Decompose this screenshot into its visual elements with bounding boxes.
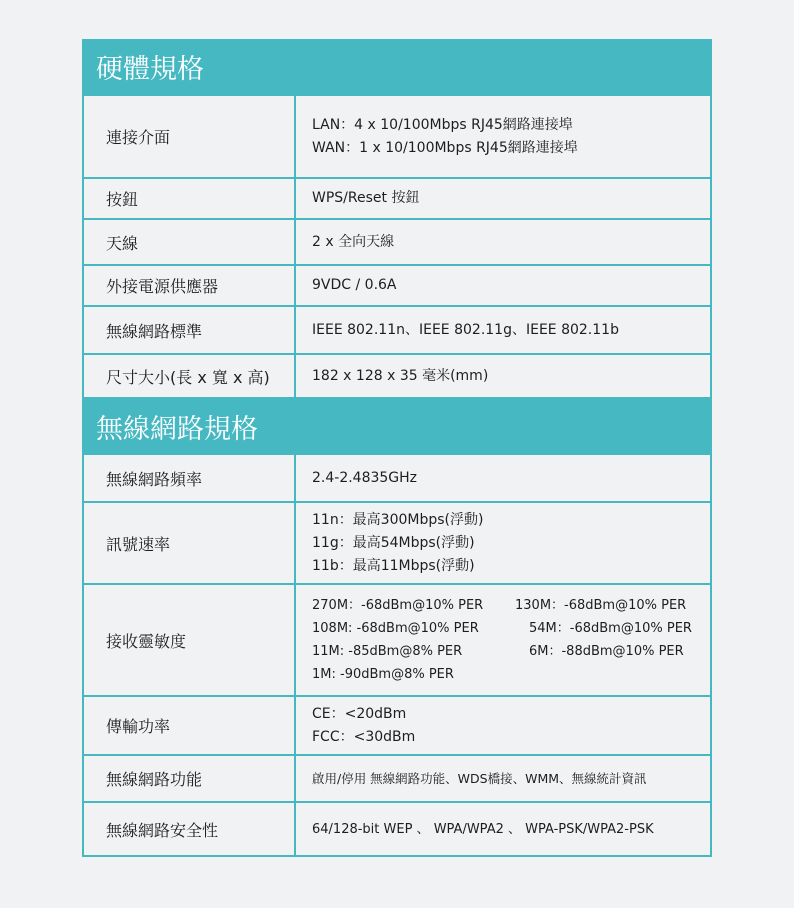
spec-label: 無線網路功能 (84, 756, 296, 801)
spec-label: 無線網路標準 (84, 307, 296, 353)
sensitivity-cell: 270M：-68dBm@10% PER (312, 598, 484, 613)
spec-row-antenna (84, 220, 710, 266)
sensitivity-cell: 1M: -90dBm@8% PER (312, 667, 454, 682)
spec-row-tx-power (84, 697, 710, 756)
spec-value (296, 266, 710, 305)
spec-label: 外接電源供應器 (84, 266, 296, 305)
spec-label: 接收靈敏度 (84, 585, 296, 695)
sensitivity-cell: 11M: -85dBm@8% PER (312, 644, 463, 659)
spec-value (296, 803, 710, 855)
spec-row-wireless-functions (84, 756, 710, 803)
spec-value-line: FCC：<30dBm (312, 728, 416, 745)
spec-value-line: 64/128-bit WEP 、 WPA/WPA2 、 WPA-PSK/WPA2-PSK (312, 821, 654, 837)
spec-value-line: LAN：4 x 10/100Mbps RJ45網路連接埠 (312, 116, 573, 133)
spec-label: 按鈕 (84, 179, 296, 218)
spec-label: 無線網路頻率 (84, 455, 296, 501)
spec-value-line: 2 x 全向天線 (312, 233, 395, 250)
spec-row-dimensions (84, 355, 710, 399)
spec-value-line (312, 640, 710, 663)
section-title-hardware: 硬體規格 (84, 39, 710, 96)
spec-value-line (312, 594, 710, 617)
spec-value-line: WAN：1 x 10/100Mbps RJ45網路連接埠 (312, 139, 578, 156)
spec-value-line: 11b：最高11Mbps(浮動) (312, 557, 475, 574)
spec-value-line: IEEE 802.11n、IEEE 802.11g、IEEE 802.11b (312, 321, 619, 338)
spec-value (296, 307, 710, 353)
spec-row-security (84, 803, 710, 855)
spec-value (296, 697, 710, 754)
spec-label: 訊號速率 (84, 503, 296, 583)
spec-value-line: CE：<20dBm (312, 705, 407, 722)
sensitivity-cell: 6M：-88dBm@10% PER (529, 644, 684, 659)
sensitivity-cell: 108M: -68dBm@10% PER (312, 621, 479, 636)
spec-value-line: 11g：最高54Mbps(浮動) (312, 534, 475, 551)
spec-row-power (84, 266, 710, 307)
spec-row-sensitivity (84, 585, 710, 697)
spec-value-line (312, 617, 710, 640)
spec-row-standards (84, 307, 710, 355)
spec-value (296, 503, 710, 583)
spec-row-signal-rate (84, 503, 710, 585)
spec-row-ports (84, 96, 710, 179)
spec-value (296, 455, 710, 501)
spec-value-line: WPS/Reset 按鈕 (312, 190, 420, 206)
spec-label: 連接介面 (84, 96, 296, 177)
sensitivity-cell: 130M：-68dBm@10% PER (515, 598, 687, 613)
spec-label: 尺寸大小(長 x 寬 x 高) (84, 355, 296, 397)
spec-label: 無線網路安全性 (84, 803, 296, 855)
spec-value (296, 179, 710, 218)
spec-value-line: 182 x 128 x 35 毫米(mm) (312, 367, 489, 384)
spec-sheet (82, 39, 712, 857)
sensitivity-cell: 54M：-68dBm@10% PER (529, 621, 692, 636)
spec-row-frequency (84, 455, 710, 503)
spec-value-line: 2.4-2.4835GHz (312, 469, 418, 486)
spec-row-buttons (84, 179, 710, 220)
spec-value (296, 585, 710, 695)
section-title-wireless: 無線網路規格 (84, 399, 710, 455)
spec-label: 天線 (84, 220, 296, 264)
spec-value-line (312, 663, 710, 686)
spec-value (296, 96, 710, 177)
spec-value (296, 355, 710, 397)
spec-value (296, 756, 710, 801)
spec-value-line: 啟用/停用 無線網路功能、WDS橋接、WMM、無線統計資訊 (312, 771, 647, 786)
spec-value (296, 220, 710, 264)
spec-value-line: 9VDC / 0.6A (312, 277, 397, 293)
spec-value-line: 11n：最高300Mbps(浮動) (312, 511, 484, 528)
spec-label: 傳輸功率 (84, 697, 296, 754)
